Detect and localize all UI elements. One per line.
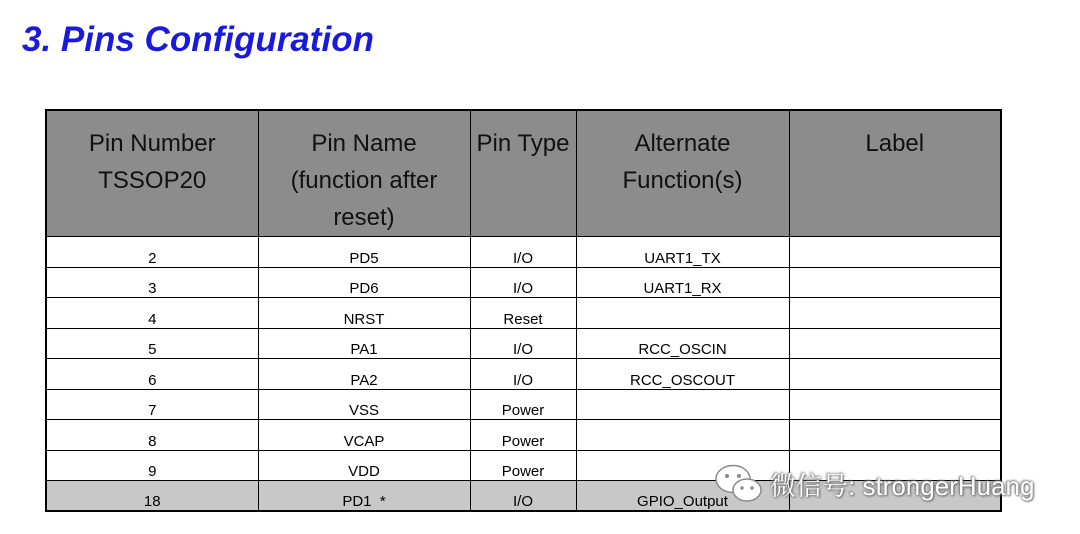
pin-type-cell: I/O [470,328,576,359]
column-header-alternate-functions [576,110,789,237]
header-line: (function after [290,167,438,194]
pin-type-cell: Power [470,420,576,451]
table-row [46,237,1001,268]
table-row [46,267,1001,298]
label-cell [789,298,1001,329]
pin-number-cell: 4 [46,298,258,329]
header-line: Pin Number [88,130,216,157]
alternate-function-cell: GPIO_Output [576,481,789,512]
table-row [46,359,1001,390]
wechat-icon [712,462,766,506]
pin-name-cell: VDD [258,450,470,481]
table-row [46,328,1001,359]
pin-name-cell: VCAP [258,420,470,451]
watermark-text: 微信号: strongerHuang [770,470,1035,501]
label-cell [789,389,1001,420]
pin-name-cell: PD5 [258,237,470,268]
pin-type-cell: I/O [470,237,576,268]
pin-number-cell: 2 [46,237,258,268]
label-cell [789,420,1001,451]
header-line: reset) [333,204,395,231]
pin-type-cell: Power [470,389,576,420]
pin-type-cell: I/O [470,267,576,298]
pin-number-cell: 8 [46,420,258,451]
pin-number-cell: 9 [46,450,258,481]
pin-name-cell: PA2 [258,359,470,390]
pin-type-cell: I/O [470,481,576,512]
header-line: Label [865,130,925,157]
wechat-watermark [712,462,1034,506]
column-header-pin-name [258,110,470,237]
pin-type-cell: Power [470,450,576,481]
pin-number-cell: 18 [46,481,258,512]
pins-configuration-table [45,109,1002,512]
pin-name-cell: PA1 [258,328,470,359]
pin-type-cell: Reset [470,298,576,329]
column-header-label [789,110,1001,237]
column-header-pin-type [470,110,576,237]
pin-number-cell: 7 [46,389,258,420]
pin-number-cell: 6 [46,359,258,390]
alternate-function-cell: UART1_RX [576,267,789,298]
header-line: Pin Name [311,130,417,157]
label-cell [789,237,1001,268]
label-cell [789,267,1001,298]
pin-number-cell: 3 [46,267,258,298]
table-row [46,298,1001,329]
pin-type-cell: I/O [470,359,576,390]
alternate-function-cell [576,298,789,329]
label-cell [789,359,1001,390]
alternate-function-cell: RCC_OSCIN [576,328,789,359]
label-cell [789,328,1001,359]
column-header-pin-number [46,110,258,237]
page-title: 3. Pins Configuration [22,20,374,59]
header-line: Alternate [634,130,731,157]
pin-name-cell: PD6 [258,267,470,298]
alternate-function-cell [576,389,789,420]
table-header-row [46,110,1001,237]
pin-name-cell: NRST [258,298,470,329]
table-row [46,420,1001,451]
header-line: Pin Type [476,130,570,157]
pin-number-cell: 5 [46,328,258,359]
pin-name-cell: VSS [258,389,470,420]
header-line: Function(s) [622,167,743,194]
pin-name-cell: PD1 * [258,481,470,512]
alternate-function-cell: RCC_OSCOUT [576,359,789,390]
alternate-function-cell: UART1_TX [576,237,789,268]
alternate-function-cell [576,420,789,451]
header-line: TSSOP20 [98,167,207,194]
table-row [46,389,1001,420]
